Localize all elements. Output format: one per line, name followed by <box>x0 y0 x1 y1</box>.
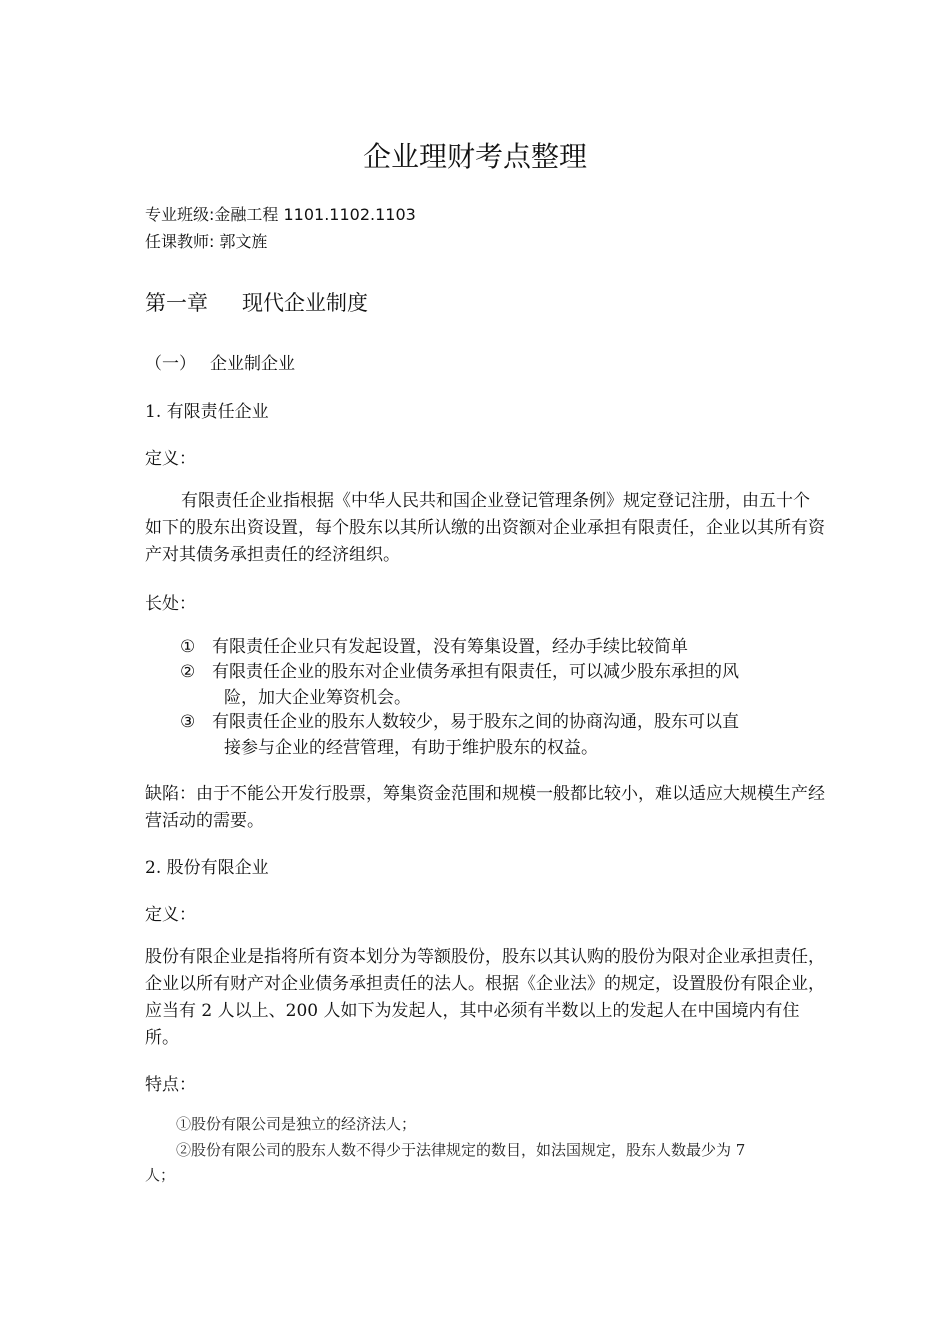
major-class-line: 专业班级:金融工程 1101.1102.1103 <box>145 205 416 224</box>
definition-paragraph-1: 有限责任企业指根据《中华人民共和国企业登记管理条例》规定登记注册，由五十个如下的股东出资设置，每个股东以其所认缴的出资额对企业承担有限责任，企业以其所有资产对其债务承担责任的经济组织。 <box>145 491 825 565</box>
subsection-heading-2: 2. 股份有限企业 <box>145 858 269 878</box>
advantage-item-1 <box>180 634 820 660</box>
item-text: 有限责任企业只有发起设置，没有筹集设置，经办手续比较简单 <box>212 637 688 657</box>
teacher-line: 任课教师: 郭文旌 <box>145 232 268 251</box>
advantage-item-3 <box>180 709 820 761</box>
disadvantage-paragraph: 缺陷：由于不能公开发行股票，筹集资金范围和规模一般都比较小，难以适应大规模生产经营活动的需要。 <box>145 784 825 831</box>
feature-item-1: ①股份有限公司是独立的经济法人； <box>176 1115 417 1133</box>
section-number: （一） <box>145 354 196 374</box>
item-number: ③ <box>180 712 196 732</box>
section-heading <box>145 349 295 374</box>
document-title: 企业理财考点整理 <box>362 140 587 173</box>
item-text-line1: 有限责任企业的股东对企业债务承担有限责任，可以减少股东承担的风 <box>212 662 739 682</box>
item-number: ① <box>180 637 196 657</box>
subsection-heading-1: 1. 有限责任企业 <box>145 402 269 422</box>
definition-label-1: 定义： <box>145 449 196 469</box>
chapter-number: 第一章 <box>145 291 208 315</box>
features-label: 特点： <box>145 1075 196 1095</box>
section-name: 企业制企业 <box>210 354 295 374</box>
definition-label-2: 定义： <box>145 905 196 925</box>
item-text-line1: 有限责任企业的股东人数较少，易于股东之间的协商沟通，股东可以直 <box>212 712 739 732</box>
chapter-name: 现代企业制度 <box>242 291 368 315</box>
item-text-line2: 险，加大企业筹资机会。 <box>224 688 411 708</box>
chapter-heading <box>145 287 368 317</box>
advantage-item-2 <box>180 659 820 711</box>
definition-paragraph-2: 股份有限企业是指将所有资本划分为等额股份，股东以其认购的股份为限对企业承担责任，企业以所有财产对企业债务承担责任的法人。根据《企业法》的规定，设置股份有限企业，应当有 2 人以上、200 人如下为发起人，其中必须有半数以上的发起人在中国境内有住所。 <box>145 947 825 1048</box>
feature-item-2-line1: ②股份有限公司的股东人数不得少于法律规定的数目，如法国规定，股东人数最少为 7 <box>176 1141 746 1159</box>
feature-item-2-line2: 人； <box>145 1166 176 1184</box>
item-number: ② <box>180 662 196 682</box>
item-text-line2: 接参与企业的经营管理，有助于维护股东的权益。 <box>224 738 598 758</box>
advantages-label: 长处： <box>145 594 196 614</box>
